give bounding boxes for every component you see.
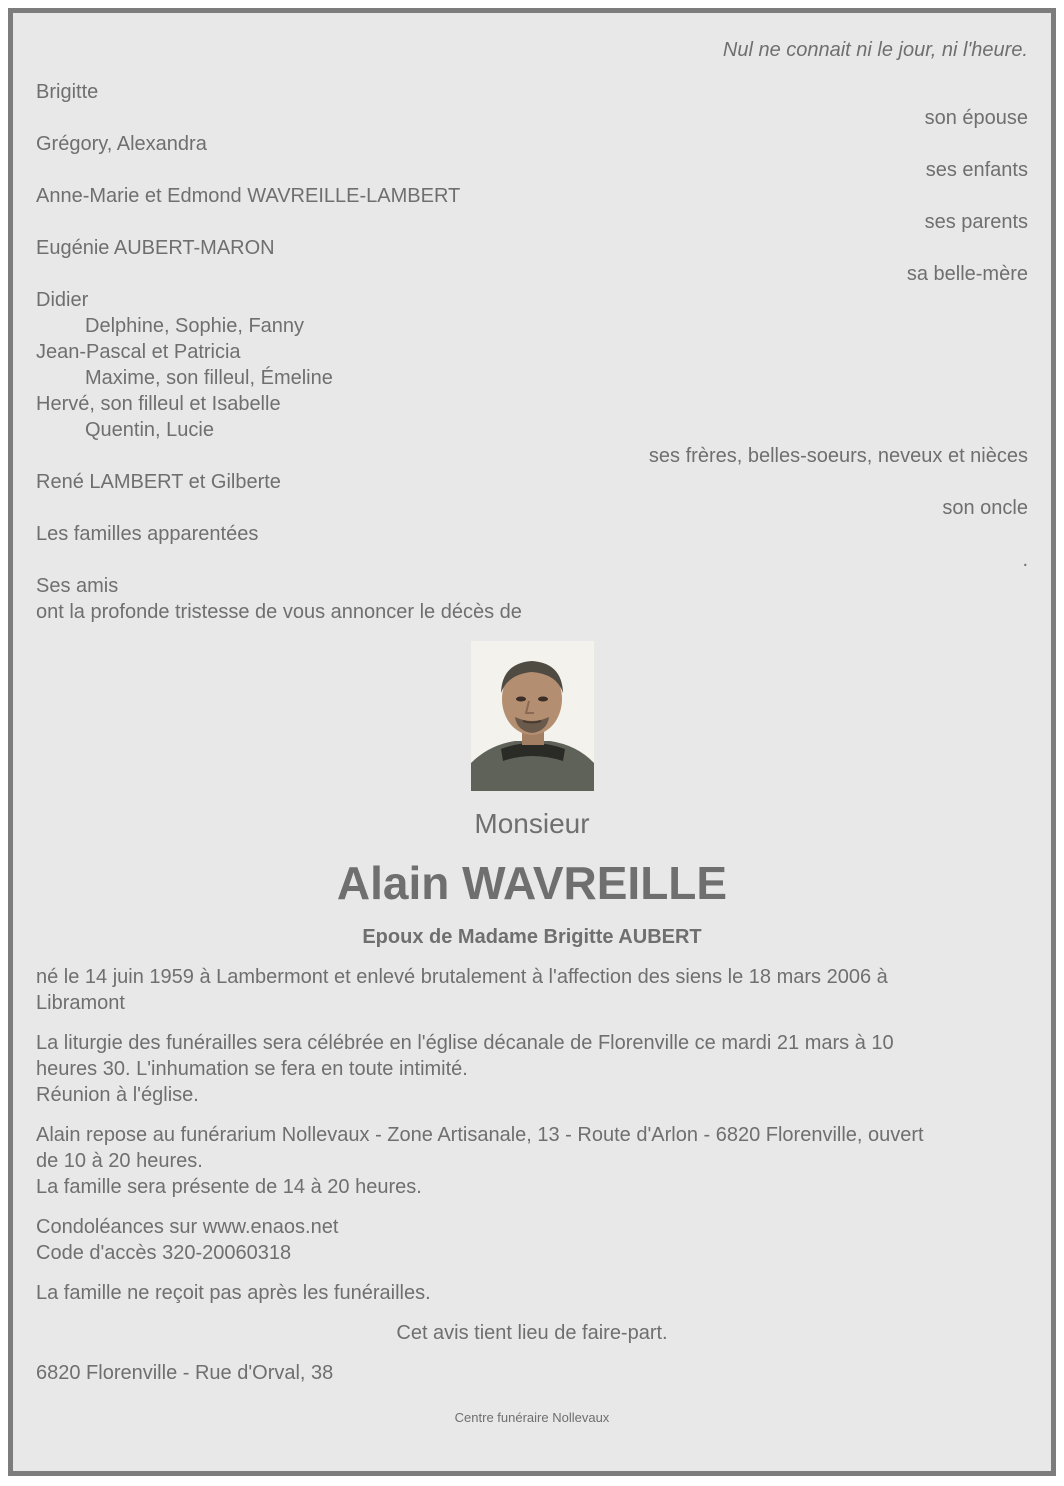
footer-credit: Centre funéraire Nollevaux <box>454 1410 610 1425</box>
text-line: heures 30. L'inhumation se fera en toute intimité. <box>36 1058 468 1080</box>
address-line: 6820 Florenville - Rue d'Orval, 38 <box>36 1362 334 1384</box>
text-line: Condoléances sur www.enaos.net <box>36 1216 339 1238</box>
family-relation: son épouse <box>924 107 1028 129</box>
birth-death-paragraph <box>36 964 1028 1016</box>
condolences-paragraph <box>36 1214 1028 1266</box>
text-line: de 10 à 20 heures. <box>36 1150 203 1172</box>
family-name: Didier <box>36 289 89 311</box>
family-relation: . <box>1022 549 1028 571</box>
portrait-photo <box>471 641 594 791</box>
text-line: Libramont <box>36 992 125 1014</box>
family-name: Eugénie AUBERT-MARON <box>36 237 275 259</box>
family-group-children <box>36 131 1028 183</box>
family-subname: Delphine, Sophie, Fanny <box>85 315 305 337</box>
faire-part-notice: Cet avis tient lieu de faire-part. <box>396 1322 668 1344</box>
no-reception-line: La famille ne reçoit pas après les funérailles. <box>36 1282 431 1304</box>
family-name: Grégory, Alexandra <box>36 133 207 155</box>
family-relation: ses parents <box>924 211 1028 233</box>
family-group-parents <box>36 183 1028 235</box>
text-line: Réunion à l'église. <box>36 1084 199 1106</box>
family-group-uncle <box>36 469 1028 521</box>
text-line: La famille sera présente de 14 à 20 heures. <box>36 1176 422 1198</box>
honorific-title: Monsieur <box>474 808 590 839</box>
deceased-name: Alain WAVREILLE <box>336 857 728 909</box>
notice-frame <box>8 8 1056 1476</box>
family-relation: son oncle <box>942 497 1028 519</box>
funeral-paragraph <box>36 1030 1028 1108</box>
family-relation: ses enfants <box>925 159 1028 181</box>
family-name: Hervé, son filleul et Isabelle <box>36 393 281 415</box>
family-group-siblings <box>36 287 1028 469</box>
rest-paragraph <box>36 1122 1028 1200</box>
portrait-container <box>36 641 1028 791</box>
motto: Nul ne connait ni le jour, ni l'heure. <box>722 39 1028 61</box>
notice-content <box>36 37 1028 1426</box>
family-group-mother-in-law <box>36 235 1028 287</box>
text-line: La liturgie des funérailles sera célébrée en l'église décanale de Florenville ce mardi 21 mars à 10 <box>36 1032 894 1054</box>
family-subname: Maxime, son filleul, Émeline <box>85 367 333 389</box>
family-group-spouse <box>36 79 1028 131</box>
text-line: Alain repose au funérarium Nollevaux - Zone Artisanale, 13 - Route d'Arlon - 6820 Florenville, ouvert <box>36 1124 924 1146</box>
text-line: Code d'accès 320-20060318 <box>36 1242 292 1264</box>
friends-line: Ses amis <box>36 575 119 597</box>
family-relation: ses frères, belles-soeurs, neveux et nièces <box>648 445 1028 467</box>
text-line: né le 14 juin 1959 à Lambermont et enlevé brutalement à l'affection des siens le 18 mars 2006 à <box>36 966 888 988</box>
family-subname: Quentin, Lucie <box>85 419 214 441</box>
announcement-line: ont la profonde tristesse de vous annoncer le décès de <box>36 601 522 623</box>
family-relation: sa belle-mère <box>906 263 1028 285</box>
family-name: Anne-Marie et Edmond WAVREILLE-LAMBERT <box>36 185 461 207</box>
portrait-icon <box>471 641 594 791</box>
family-name: Brigitte <box>36 81 99 103</box>
family-name: René LAMBERT et Gilberte <box>36 471 281 493</box>
family-name: Les familles apparentées <box>36 523 259 545</box>
family-name: Jean-Pascal et Patricia <box>36 341 241 363</box>
spouse-line: Epoux de Madame Brigitte AUBERT <box>362 926 702 948</box>
family-group-relatives <box>36 521 1028 573</box>
